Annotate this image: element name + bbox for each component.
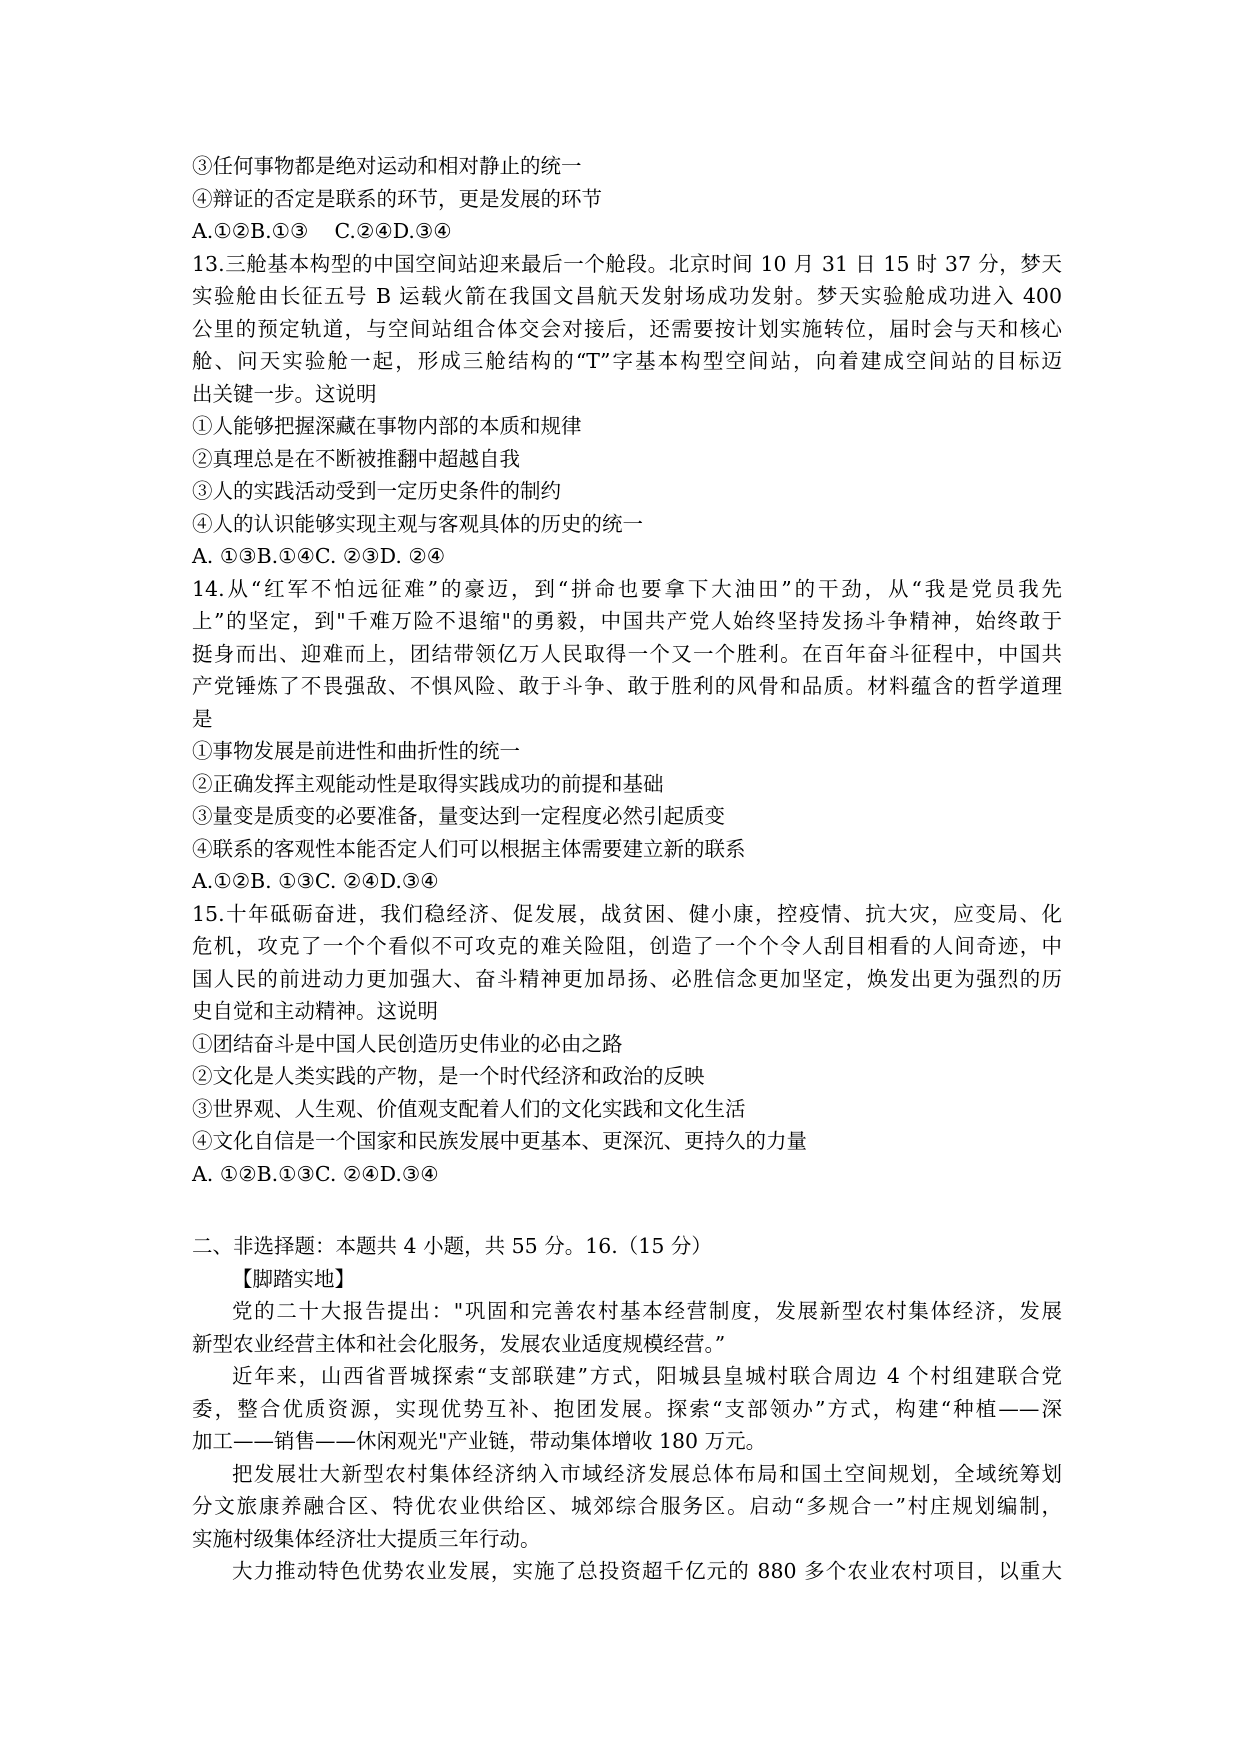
paragraph-line: 把发展壮大新型农村集体经济纳入市域经济发展总体布局和国土空间规划，全域统筹划 [232, 1461, 1062, 1486]
q15-stem-line: 史自觉和主动精神。这说明 [192, 999, 438, 1023]
q13-answers: A. ①③B.①④C. ②③D. ②④ [192, 544, 446, 568]
q13-option-4: ④人的认识能够实现主观与客观具体的历史的统一 [192, 511, 643, 536]
paragraph-line: 大力推动特色优势农业发展，实施了总投资超千亿元的 880 多个农业农村项目，以重大 [232, 1559, 1062, 1583]
q14-stem-line: 产党锤炼了不畏强敌、不惧风险、敢于斗争、敢于胜利的风骨和品质。材料蕴含的哲学道理 [192, 674, 1062, 698]
q15-answers: A. ①②B.①③C. ②④D.③④ [192, 1161, 439, 1186]
q13-stem-line: 13.三舱基本构型的中国空间站迎来最后一个舱段。北京时间 10 月 31 日 15 时 37 分，梦天 [192, 251, 1062, 276]
q14-option-3: ③量变是质变的必要准备，量变达到一定程度必然引起质变 [192, 804, 725, 828]
q13-stem-line: 实验舱由长征五号 B 运载火箭在我国文昌航天发射场成功发射。梦天实验舱成功进入 400 [192, 284, 1062, 308]
q13-stem-line: 出关键一步。这说明 [192, 381, 377, 406]
q14-stem-line: 是 [192, 706, 213, 731]
q15-option-1: ①团结奋斗是中国人民创造历史伟业的必由之路 [192, 1031, 623, 1056]
q15-stem-line: 国人民的前进动力更加强大、奋斗精神更加昂扬、必胜信念更加坚定，焕发出更为强烈的历 [192, 966, 1062, 991]
q13-option-3: ③人的实践活动受到一定历史条件的制约 [192, 479, 561, 503]
q15-option-3: ③世界观、人生观、价值观支配着人们的文化实践和文化生活 [192, 1096, 746, 1121]
paragraph-line: 近年来，山西省晋城探索“支部联建”方式，阳城县皇城村联合周边 4 个村组建联合党 [232, 1364, 1062, 1388]
paragraph-line: 委，整合优质资源，实现优势互补、抱团发展。探索“支部领办”方式，构建“种植——深 [192, 1396, 1062, 1421]
q12-option-3: ③任何事物都是绝对运动和相对静止的统一 [192, 154, 582, 178]
paragraph-line: 加工——销售——休闲观光"产业链，带动集体增收 180 万元。 [192, 1429, 767, 1453]
q14-stem-line: 14.从“红军不怕远征难”的豪迈，到“拼命也要拿下大油田”的干劲，从“我是党员我先 [192, 576, 1062, 601]
q12-option-4: ④辩证的否定是联系的环节，更是发展的环节 [192, 186, 602, 211]
q14-option-1: ①事物发展是前进性和曲折性的统一 [192, 739, 520, 763]
q13-stem-line: 舱、问天实验舱一起，形成三舱结构的“T”字基本构型空间站，向着建成空间站的目标迈 [192, 349, 1062, 373]
section-gap [192, 1190, 1062, 1230]
paragraph-line: 党的二十大报告提出："巩固和完善农村基本经营制度，发展新型农村集体经济，发展 [232, 1299, 1062, 1323]
q14-stem-line: 挺身而出、迎难而上，团结带领亿万人民取得一个又一个胜利。在百年奋斗征程中，中国共 [192, 641, 1062, 666]
q14-answers: A.①②B. ①③C. ②④D.③④ [192, 869, 439, 893]
q15-option-2: ②文化是人类实践的产物，是一个时代经济和政治的反映 [192, 1064, 705, 1088]
q13-option-2: ②真理总是在不断被推翻中超越自我 [192, 446, 520, 471]
q14-stem-line: 上”的坚定，到"千难万险不退缩"的勇毅，中国共产党人始终坚持发扬斗争精神，始终敢于 [192, 609, 1062, 633]
document-page [192, 150, 1062, 1588]
q12-answers: A.①②B.①③ C.②④D.③④ [192, 219, 452, 243]
paragraph-line: 实施村级集体经济壮大提质三年行动。 [192, 1526, 541, 1551]
q14-option-2: ②正确发挥主观能动性是取得实践成功的前提和基础 [192, 771, 664, 796]
q13-stem-line: 公里的预定轨道，与空间站组合体交会对接后，还需要按计划实施转位，届时会与天和核心 [192, 316, 1062, 341]
paragraph-line: 新型农业经营主体和社会化服务，发展农业适度规模经营。” [192, 1331, 726, 1356]
q15-stem-line: 15.十年砥砺奋进，我们稳经济、促发展，战贫困、健小康，控疫情、抗大灾，应变局、化 [192, 901, 1062, 926]
section2-heading: 二、非选择题：本题共 4 小题，共 55 分。16.（15 分） [192, 1234, 712, 1258]
q14-option-4: ④联系的客观性本能否定人们可以根据主体需要建立新的联系 [192, 836, 746, 861]
q13-option-1: ①人能够把握深藏在事物内部的本质和规律 [192, 414, 582, 438]
section2-subheading: 【脚踏实地】 [232, 1266, 355, 1291]
q15-stem-line: 危机，攻克了一个个看似不可攻克的难关险阻，创造了一个个令人刮目相看的人间奇迹，中 [192, 934, 1062, 958]
paragraph-line: 分文旅康养融合区、特优农业供给区、城郊综合服务区。启动“多规合一”村庄规划编制， [192, 1494, 1062, 1518]
q15-option-4: ④文化自信是一个国家和民族发展中更基本、更深沉、更持久的力量 [192, 1129, 807, 1153]
